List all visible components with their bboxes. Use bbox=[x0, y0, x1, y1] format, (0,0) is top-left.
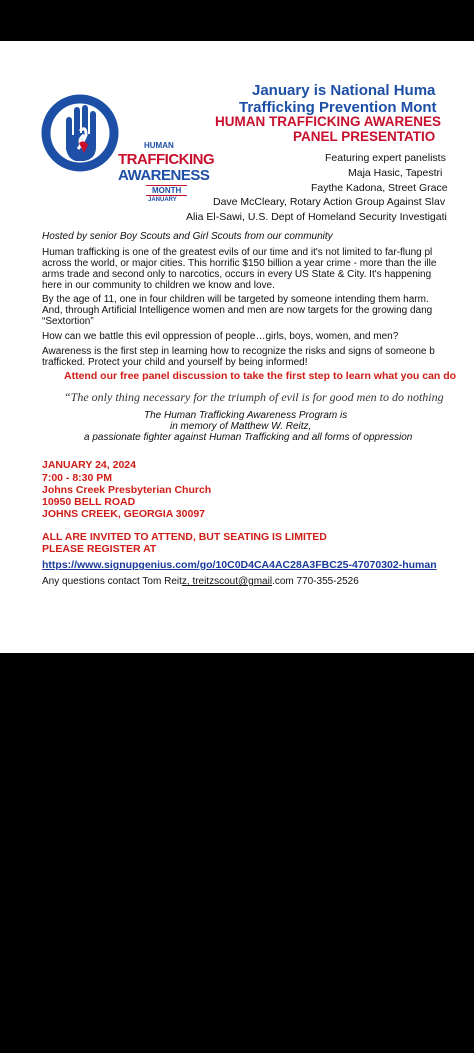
event-city: JOHNS CREEK, GEORGIA 30097 bbox=[42, 508, 205, 520]
contact-email-link[interactable]: z, treitzscout@gmail bbox=[181, 576, 273, 587]
paragraph-2-line2: And, through Artificial Intelligence women and men are now targets for the growing dang bbox=[42, 305, 433, 316]
paragraph-2-line1: By the age of 11, one in four children will be targeted by someone intending them harm. bbox=[42, 294, 429, 305]
logo-line1: HUMAN bbox=[144, 141, 174, 150]
paragraph-4 bbox=[42, 346, 435, 368]
contact-suffix: .com 770-355-2526 bbox=[272, 576, 359, 587]
event-date: JANUARY 24, 2024 bbox=[42, 459, 136, 471]
hosted-by: Hosted by senior Boy Scouts and Girl Scouts from our community bbox=[42, 231, 333, 242]
panelist-3: Dave McCleary, Rotary Action Group Against Slav bbox=[213, 196, 446, 208]
paragraph-2 bbox=[42, 294, 432, 327]
paragraph-2-line3: “Sextortion” bbox=[42, 316, 94, 327]
contact-line bbox=[42, 576, 359, 587]
event-venue: Johns Creek Presbyterian Church bbox=[42, 484, 212, 496]
memorial-line1: The Human Trafficking Awareness Program is bbox=[144, 410, 348, 421]
paragraph-1-line3: arms trade and second only to narcotics, occurs in every US State & City. It's happening bbox=[42, 269, 432, 280]
paragraph-4-line1: Awareness is the first step in learning how to recognize the risks and signs of someone b bbox=[42, 346, 435, 357]
paragraph-3: How can we battle this evil oppression of people…girls, boys, women, and men? bbox=[42, 331, 399, 342]
event-street: 10950 BELL ROAD bbox=[42, 496, 136, 508]
memorial-line3: a passionate fighter against Human Trafficking and all forms of oppression bbox=[84, 432, 413, 443]
invite-line1: ALL ARE INVITED TO ATTEND, BUT SEATING IS LIMITED bbox=[42, 531, 327, 543]
logo-line2: TRAFFICKING bbox=[118, 151, 215, 168]
paragraph-1-line1: Human trafficking is one of the greatest evils of our time and it's not limited to far-flung pl bbox=[42, 247, 433, 258]
invite-line2: PLEASE REGISTER AT bbox=[42, 543, 157, 555]
panelist-1: Maja Hasic, Tapestri bbox=[348, 167, 443, 179]
panelist-2: Faythe Kadona, Street Grace bbox=[311, 182, 448, 194]
panelists-heading: Featuring expert panelists bbox=[325, 152, 446, 164]
paragraph-1-line2: across the world, or major cities. This horrific $150 billion a year crime - more than the ille bbox=[42, 258, 437, 269]
logo-line4: MONTH bbox=[146, 185, 187, 196]
memorial-line2: in memory of Matthew W. Reitz, bbox=[170, 421, 312, 432]
paragraph-4-line2: trafficked. Protect your child and yourself by being informed! bbox=[42, 357, 308, 368]
call-to-action: Attend our free panel discussion to take the first step to learn what you can do bbox=[64, 370, 457, 382]
title-line2: Trafficking Prevention Mont bbox=[239, 99, 437, 116]
subtitle-line1: HUMAN TRAFFICKING AWARENES bbox=[215, 114, 441, 129]
contact-prefix: Any questions contact Tom Reit bbox=[42, 576, 182, 587]
subtitle-line2: PANEL PRESENTATIO bbox=[293, 129, 436, 144]
paragraph-1 bbox=[42, 247, 436, 291]
logo-line5: JANUARY bbox=[148, 197, 177, 203]
paragraph-1-line4: here in our community to children we know and love. bbox=[42, 280, 275, 291]
event-time: 7:00 - 8:30 PM bbox=[42, 472, 113, 484]
quote: “The only thing necessary for the triumph of evil is for good men to do nothing bbox=[64, 390, 444, 404]
panelist-4: Alia El-Sawi, U.S. Dept of Homeland Security Investigati bbox=[186, 211, 447, 223]
flyer-page bbox=[0, 41, 474, 653]
logo-line3: AWARENESS bbox=[118, 167, 210, 184]
title-line1: January is National Huma bbox=[252, 82, 436, 99]
register-link[interactable]: https://www.signupgenius.com/go/10C0D4CA4AC28A3FBC25-47070302-human bbox=[42, 559, 437, 571]
awareness-month-logo bbox=[40, 81, 215, 213]
